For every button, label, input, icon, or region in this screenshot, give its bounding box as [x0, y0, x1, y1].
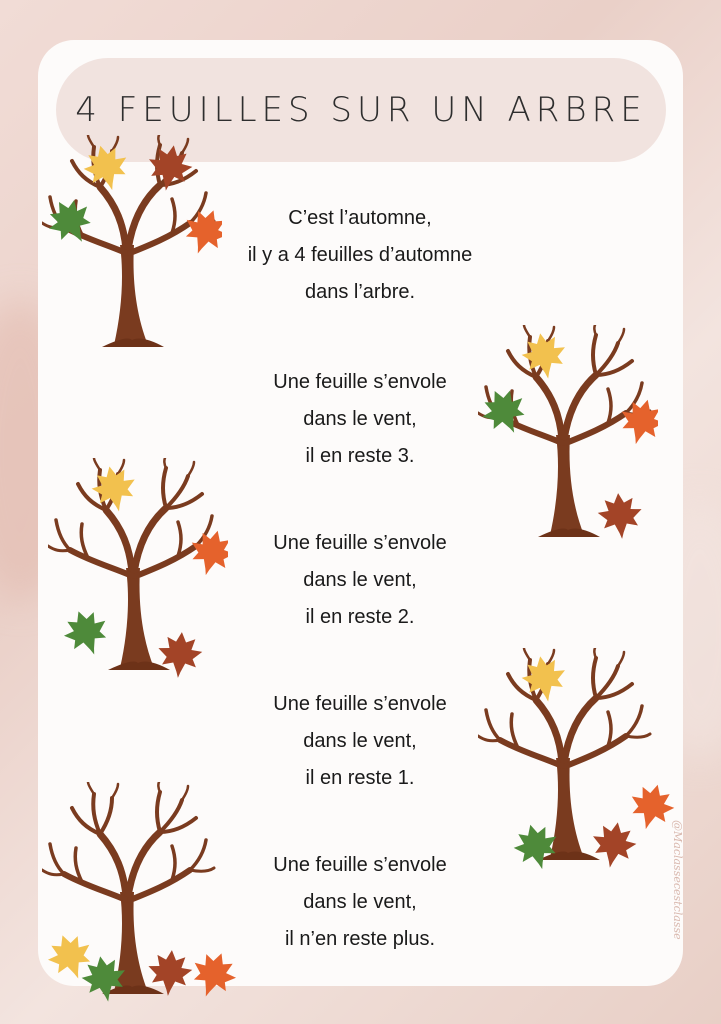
stanza-line: dans le vent, [303, 569, 417, 591]
stanza-line: il n’en reste plus. [284, 928, 436, 950]
yellow-leaf-icon [519, 330, 570, 383]
orange-leaf-icon [625, 779, 678, 835]
stanza-1 [190, 200, 530, 311]
stanza-line: il y a 4 feuilles d’automne [247, 244, 473, 266]
stanza-line: dans le vent, [303, 730, 417, 752]
stanza-line: il en reste 1. [305, 767, 415, 789]
page-title: 4 FEUILLES SUR UN ARBRE [75, 90, 647, 130]
tree-2-leaves [48, 458, 228, 683]
stanza-line: dans l’arbre. [304, 281, 416, 303]
tree-0-leaves [42, 782, 242, 1007]
stanza-line: Une feuille s’envole [273, 693, 447, 715]
brown-leaf-icon [144, 142, 195, 195]
brown-leaf-icon [156, 630, 204, 680]
stanza-line: dans le vent, [303, 408, 417, 430]
tree-3-leaves [478, 325, 658, 550]
yellow-leaf-icon [79, 140, 133, 196]
green-leaf-icon [58, 604, 115, 662]
tree-1-leaf [478, 648, 678, 873]
stanza-line: il en reste 3. [305, 445, 415, 467]
stanza-line: C’est l’automne, [288, 207, 432, 229]
watermark: @Maclassecestclasse [671, 820, 684, 940]
stanza-line: il en reste 2. [305, 606, 415, 628]
stanza-line: dans le vent, [303, 891, 417, 913]
tree-4-leaves [42, 135, 222, 360]
stanza-line: Une feuille s’envole [273, 371, 447, 393]
stanza-line: Une feuille s’envole [273, 854, 447, 876]
stanza-line: Une feuille s’envole [273, 532, 447, 554]
orange-leaf-icon [185, 946, 242, 1004]
brown-leaf-icon [596, 491, 644, 541]
yellow-leaf-icon [519, 653, 570, 706]
yellow-leaf-icon [88, 462, 141, 516]
brown-leaf-icon [588, 819, 639, 872]
